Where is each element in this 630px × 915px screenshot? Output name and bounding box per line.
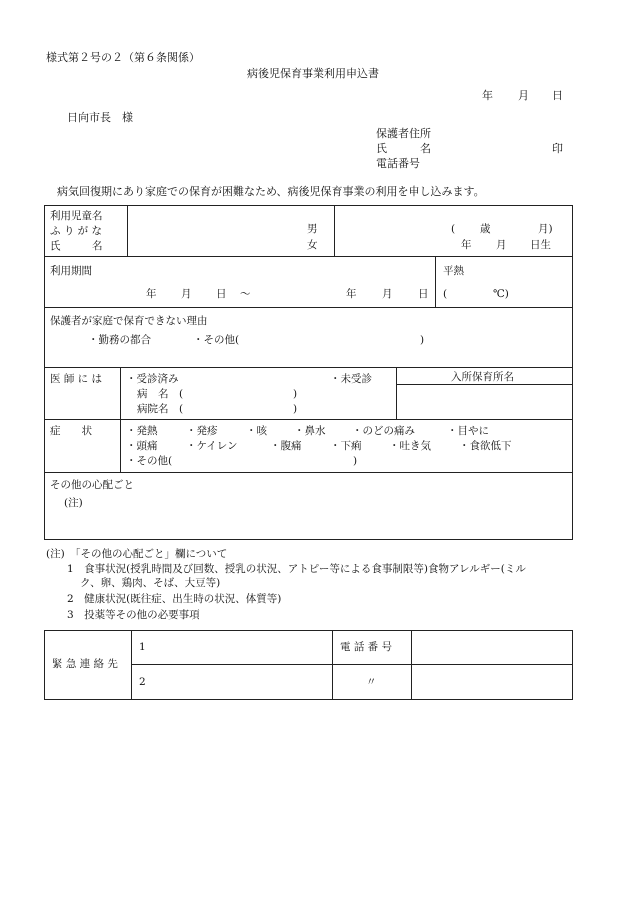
age-years-label: 歳 [480,223,491,235]
symptom-eye-discharge[interactable]: ・目やに [447,425,489,437]
symptom-nausea[interactable]: ・吐き気 [389,440,431,452]
note-item-1-cont: ク、卵、鶏肉、そば、大豆等) [80,577,221,589]
birth-month-label: 月 [496,239,507,251]
addressee: 日向市長 様 [67,111,133,124]
period-end-day: 日 [418,288,429,300]
reason-label: 保護者が家庭で保育できない理由 [50,315,208,327]
period-start-year: 年 [146,288,157,300]
hospital-close: ) [293,403,298,415]
col-divider [334,205,335,256]
period-end-year: 年 [346,288,357,300]
row-divider [44,367,572,368]
sex-male[interactable]: 男 [307,223,318,235]
row-divider [44,256,572,257]
period-end-month: 月 [382,288,393,300]
emergency-phone-label: 電 話 番 号 [340,641,393,653]
birth-year-label: 年 [461,239,472,251]
ditto-mark: 〃 [366,676,377,688]
symptom-runny-nose[interactable]: ・鼻水 [294,425,326,437]
symptom-convulsion[interactable]: ・ケイレン [186,440,238,452]
notes-heading: (注) 「その他の心配ごと」欄について [46,548,228,560]
row-divider [44,419,572,420]
symptom-fever[interactable]: ・発熱 [126,425,158,437]
symptom-other[interactable]: ・その他( [126,455,173,467]
child-label-2: ふ り が な [50,225,103,237]
row-divider [131,664,572,665]
note-item-1: 1 食事状況(授乳時間及び回数、授乳の状況、アトピー等による食事制限等)食物アレルギー(ミル [67,563,526,575]
symptom-cough[interactable]: ・咳 [246,425,267,437]
temp-unit: ℃) [493,288,509,300]
row-divider [44,307,572,308]
symptom-other-close: ) [353,455,358,467]
symptom-stomachache[interactable]: ・腹痛 [270,440,302,452]
symptom-sore-throat[interactable]: ・のどの痛み [352,425,415,437]
age-months-label: 月) [538,223,553,235]
emergency-label: 緊 急 連 絡 先 [52,658,118,670]
date-year-label: 年 [482,89,493,102]
note-item-2: 2 健康状況(既往症、出生時の状況、体質等) [67,593,282,605]
emergency-table [44,630,573,700]
period-tilde: 〜 [240,288,251,300]
sex-female[interactable]: 女 [307,239,318,251]
concerns-label: その他の心配ごと [50,479,134,491]
guardian-address-label: 保護者住所 [376,127,431,140]
temp-open: ( [443,288,448,300]
guardian-name-label: 氏 名 [376,142,431,155]
symptom-headache[interactable]: ・頭痛 [126,440,158,452]
reason-other[interactable]: ・その他( [193,334,240,346]
col-divider [127,205,128,256]
nursery-label: 入所保育所名 [451,371,514,383]
emergency-row-2: 2 [139,676,146,688]
emergency-row-1: 1 [139,641,146,653]
nursery-header-divider [396,384,572,385]
intro-text: 病気回復期にあり家庭での保育が困難なため、病後児保育事業の利用を申し込みます。 [57,185,485,198]
date-month-label: 月 [518,89,529,102]
reason-other-close: ) [420,334,425,346]
period-start-day: 日 [216,288,227,300]
form-title: 病後児保育事業利用申込書 [247,67,379,80]
disease-close: ) [293,388,298,400]
period-label: 利用期間 [50,265,92,277]
fever-label: 平熱 [443,265,464,277]
col-divider [396,367,397,419]
symptom-rash[interactable]: ・発疹 [186,425,218,437]
doctor-consulted[interactable]: ・受診済み [126,373,179,385]
symptom-poor-appetite[interactable]: ・食欲低下 [459,440,512,452]
date-day-label: 日 [552,89,563,102]
symptom-diarrhea[interactable]: ・下痢 [330,440,362,452]
concerns-note: (注) [64,497,83,509]
guardian-phone-label: 電話番号 [376,157,420,170]
note-item-3: 3 投薬等その他の必要事項 [67,609,200,621]
hospital-label: 病院名 ( [137,403,184,415]
reason-work[interactable]: ・勤務の都合 [88,334,151,346]
period-start-month: 月 [181,288,192,300]
disease-label: 病 名 ( [137,388,184,400]
seal-mark: 印 [552,142,563,155]
birth-day-label: 日生 [530,239,551,251]
row-divider [44,472,572,473]
child-label-3: 氏 名 [50,240,103,252]
symptoms-label: 症 状 [50,425,92,437]
col-divider [120,367,121,472]
col-divider [435,256,436,307]
child-label-1: 利用児童名 [50,210,103,222]
form-number: 様式第２号の２（第６条関係） [46,51,200,64]
doctor-not-consulted[interactable]: ・未受診 [330,373,372,385]
doctor-label: 医 師 に は [50,373,103,385]
age-open: ( [451,223,456,235]
